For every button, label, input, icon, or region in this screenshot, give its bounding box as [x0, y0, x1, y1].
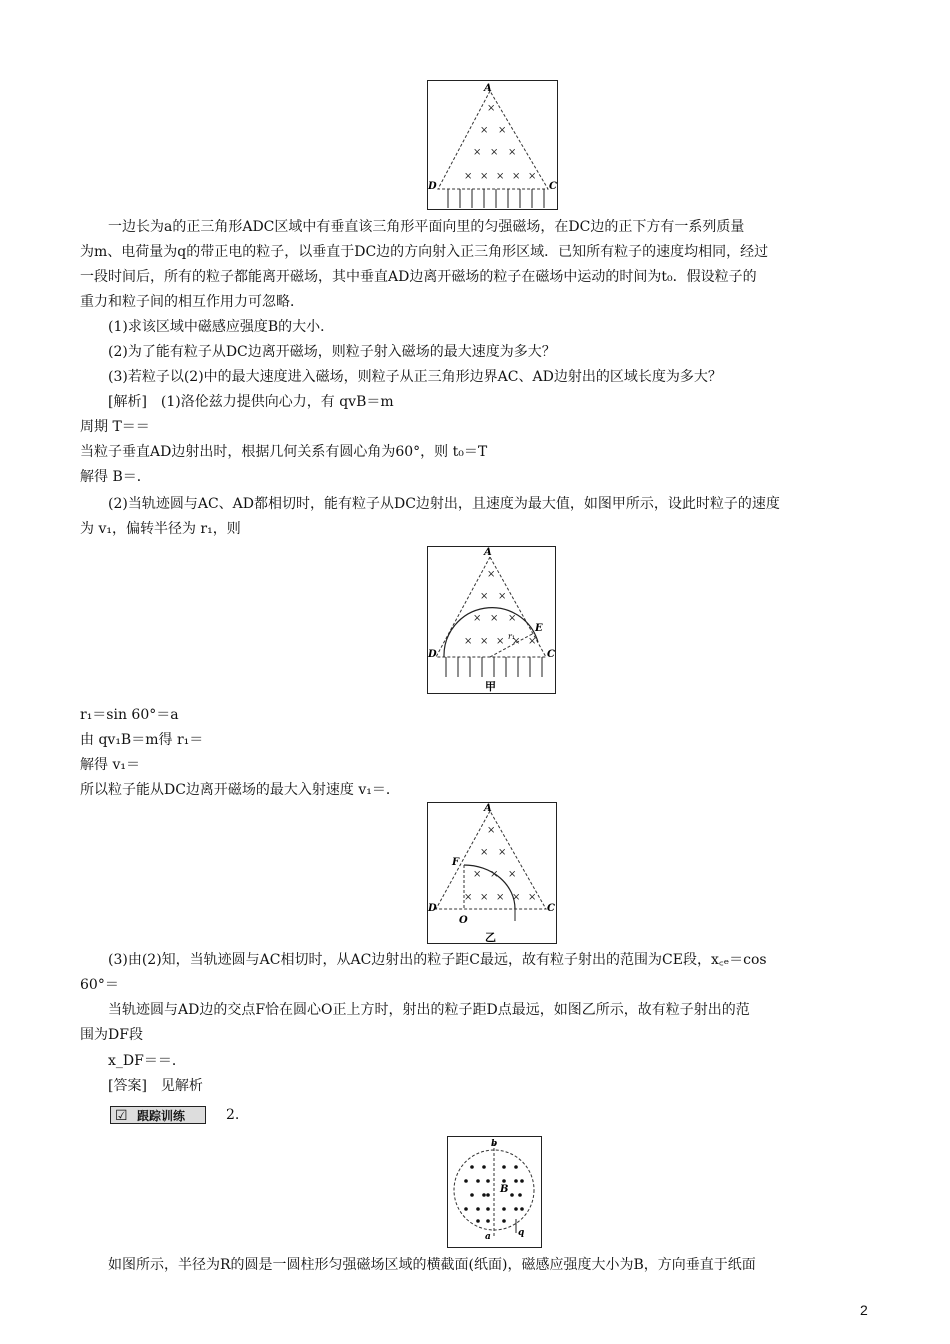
- solution-line-12: 60°＝: [80, 977, 119, 993]
- field-mark: ×: [487, 103, 496, 114]
- field-dot: [470, 1193, 474, 1197]
- field-dot: [486, 1179, 490, 1183]
- field-dot: [470, 1165, 474, 1169]
- field-mark: ×: [498, 847, 507, 858]
- field-mark: ×: [528, 892, 537, 903]
- question-1: (1)求该区域中磁感应强度B的大小．: [108, 319, 335, 335]
- label-field-b: B: [500, 1184, 509, 1195]
- field-dot: [476, 1219, 480, 1223]
- label-a: A: [484, 547, 492, 558]
- problem-text-line-4: 重力和粒子间的相互作用力可忽略．: [80, 294, 304, 310]
- field-mark: ×: [480, 125, 489, 136]
- field-mark: ×: [496, 636, 505, 647]
- answer-line: [答案] 见解析: [108, 1078, 203, 1094]
- field-mark: ×: [480, 847, 489, 858]
- solution-line-3: 当粒子垂直AD边射出时，根据几何关系有圆心角为60°，则 t₀＝T: [80, 444, 488, 460]
- field-mark: ×: [508, 147, 517, 158]
- field-mark: ×: [464, 636, 473, 647]
- field-dot: [514, 1207, 518, 1211]
- label-d: D: [428, 181, 437, 192]
- label-f: F: [452, 857, 460, 868]
- field-mark: ×: [498, 125, 507, 136]
- caption-yi: 乙: [485, 931, 496, 943]
- field-mark: ×: [498, 591, 507, 602]
- field-dot: [510, 1193, 514, 1197]
- label-d: D: [428, 903, 437, 914]
- problem-text-line-1: 一边长为a的正三角形ADC区域中有垂直该三角形平面向里的匀强磁场，在DC边的正下方有一系列质量: [108, 219, 745, 235]
- solution-line-5: (2)当轨迹圆与AC、AD都相切时，能有粒子从DC边射出，且速度为最大值，如图甲所示，设此时粒子的速度: [108, 496, 780, 512]
- field-mark: ×: [487, 569, 496, 580]
- field-dot: [502, 1219, 506, 1223]
- field-dot: [520, 1179, 524, 1183]
- field-mark: ×: [473, 869, 482, 880]
- label-q: q: [518, 1228, 525, 1238]
- solution-line-1: [解析] (1)洛伦兹力提供向心力，有 qvB＝m: [108, 394, 394, 410]
- field-mark: ×: [490, 613, 499, 624]
- field-mark: ×: [490, 869, 499, 880]
- solution-line-14: 围为DF段: [80, 1027, 143, 1043]
- field-dot: [482, 1193, 486, 1197]
- label-e: E: [535, 623, 543, 634]
- field-dot: [514, 1165, 518, 1169]
- solution-line-6: 为 v₁，偏转半径为 r₁，则: [80, 521, 241, 537]
- check-icon: ☑: [115, 1108, 128, 1124]
- label-r1: r₁: [508, 632, 516, 641]
- label-c: C: [547, 903, 555, 914]
- label-o: O: [459, 915, 468, 926]
- field-dot: [486, 1193, 490, 1197]
- field-mark: ×: [480, 636, 489, 647]
- exercise-number: 2.: [226, 1107, 240, 1123]
- field-dot: [464, 1179, 468, 1183]
- solution-line-2: 周期 T＝＝: [80, 419, 150, 435]
- field-mark: ×: [496, 171, 505, 182]
- field-mark: ×: [473, 147, 482, 158]
- field-mark: ×: [464, 171, 473, 182]
- field-mark: ×: [464, 892, 473, 903]
- field-dot: [486, 1219, 490, 1223]
- page-number: 2: [860, 1302, 868, 1318]
- field-mark: ×: [496, 892, 505, 903]
- field-mark: ×: [512, 892, 521, 903]
- solution-line-10: 所以粒子能从DC边离开磁场的最大入射速度 v₁＝．: [80, 782, 400, 798]
- tracking-practice-badge: [110, 1106, 206, 1124]
- label-a: A: [484, 83, 492, 94]
- field-dot: [476, 1207, 480, 1211]
- figure-yi: [427, 802, 557, 944]
- field-mark: ×: [487, 825, 496, 836]
- field-dot: [486, 1207, 490, 1211]
- field-dot: [520, 1207, 524, 1211]
- field-mark: ×: [508, 869, 517, 880]
- field-mark: ×: [480, 171, 489, 182]
- solution-line-9: 解得 v₁＝: [80, 757, 140, 773]
- field-dot: [502, 1165, 506, 1169]
- question-2: (2)为了能有粒子从DC边离开磁场，则粒子射入磁场的最大速度为多大？: [108, 344, 556, 360]
- exercise-text-line-1: 如图所示，半径为R的圆是一圆柱形匀强磁场区域的横截面(纸面)，磁感应强度大小为B，方向垂直于纸面: [108, 1257, 756, 1273]
- field-dot: [502, 1207, 506, 1211]
- field-dot: [482, 1165, 486, 1169]
- caption-jia: 甲: [485, 680, 496, 693]
- question-3: (3)若粒子以(2)中的最大速度进入磁场，则粒子从正三角形边界AC、AD边射出的区域长度为多大？: [108, 369, 722, 385]
- solution-line-7: r₁＝sin 60°＝a: [80, 707, 179, 723]
- solution-line-4: 解得 B＝．: [80, 469, 151, 485]
- problem-text-line-3: 一段时间后，所有的粒子都能离开磁场，其中垂直AD边离开磁场的粒子在磁场中运动的时间为t₀．假设粒子的: [80, 269, 757, 285]
- label-a: A: [484, 803, 492, 814]
- solution-line-13: 当轨迹圆与AD边的交点F恰在圆心O正上方时，射出的粒子距D点最远，如图乙所示，故有粒子射出的范: [108, 1002, 750, 1018]
- solution-line-15: x_DF＝＝．: [108, 1053, 186, 1069]
- field-mark: ×: [480, 892, 489, 903]
- field-mark: ×: [480, 591, 489, 602]
- badge-label: 跟踪训练: [137, 1109, 186, 1123]
- field-dot: [464, 1207, 468, 1211]
- solution-line-11: (3)由(2)知，当轨迹圆与AC相切时，从AC边射出的粒子距C最远，故有粒子射出的范围为CE段，x꜀ₑ＝cos: [108, 952, 767, 968]
- label-c: C: [547, 649, 555, 660]
- label-a: a: [485, 1232, 491, 1242]
- field-mark: ×: [473, 613, 482, 624]
- field-dot: [514, 1179, 518, 1183]
- field-dot: [476, 1179, 480, 1183]
- field-mark: ×: [512, 636, 521, 647]
- figure-triangle-adc: [427, 80, 558, 210]
- field-mark: ×: [490, 147, 499, 158]
- label-d: D: [428, 649, 437, 660]
- field-mark: ×: [528, 171, 537, 182]
- problem-text-line-2: 为m、电荷量为q的带正电的粒子，以垂直于DC边的方向射入正三角形区域．已知所有粒子的速度均相同，经过: [80, 244, 769, 260]
- field-mark: ×: [528, 636, 537, 647]
- field-mark: ×: [512, 171, 521, 182]
- field-dot: [518, 1193, 522, 1197]
- label-b: b: [491, 1139, 498, 1149]
- figure-jia: [427, 546, 556, 694]
- figure-circle: [447, 1136, 542, 1248]
- field-mark: ×: [508, 613, 517, 624]
- label-c: C: [549, 181, 557, 192]
- field-dot: [502, 1179, 506, 1183]
- solution-line-8: 由 qv₁B＝m得 r₁＝: [80, 732, 204, 748]
